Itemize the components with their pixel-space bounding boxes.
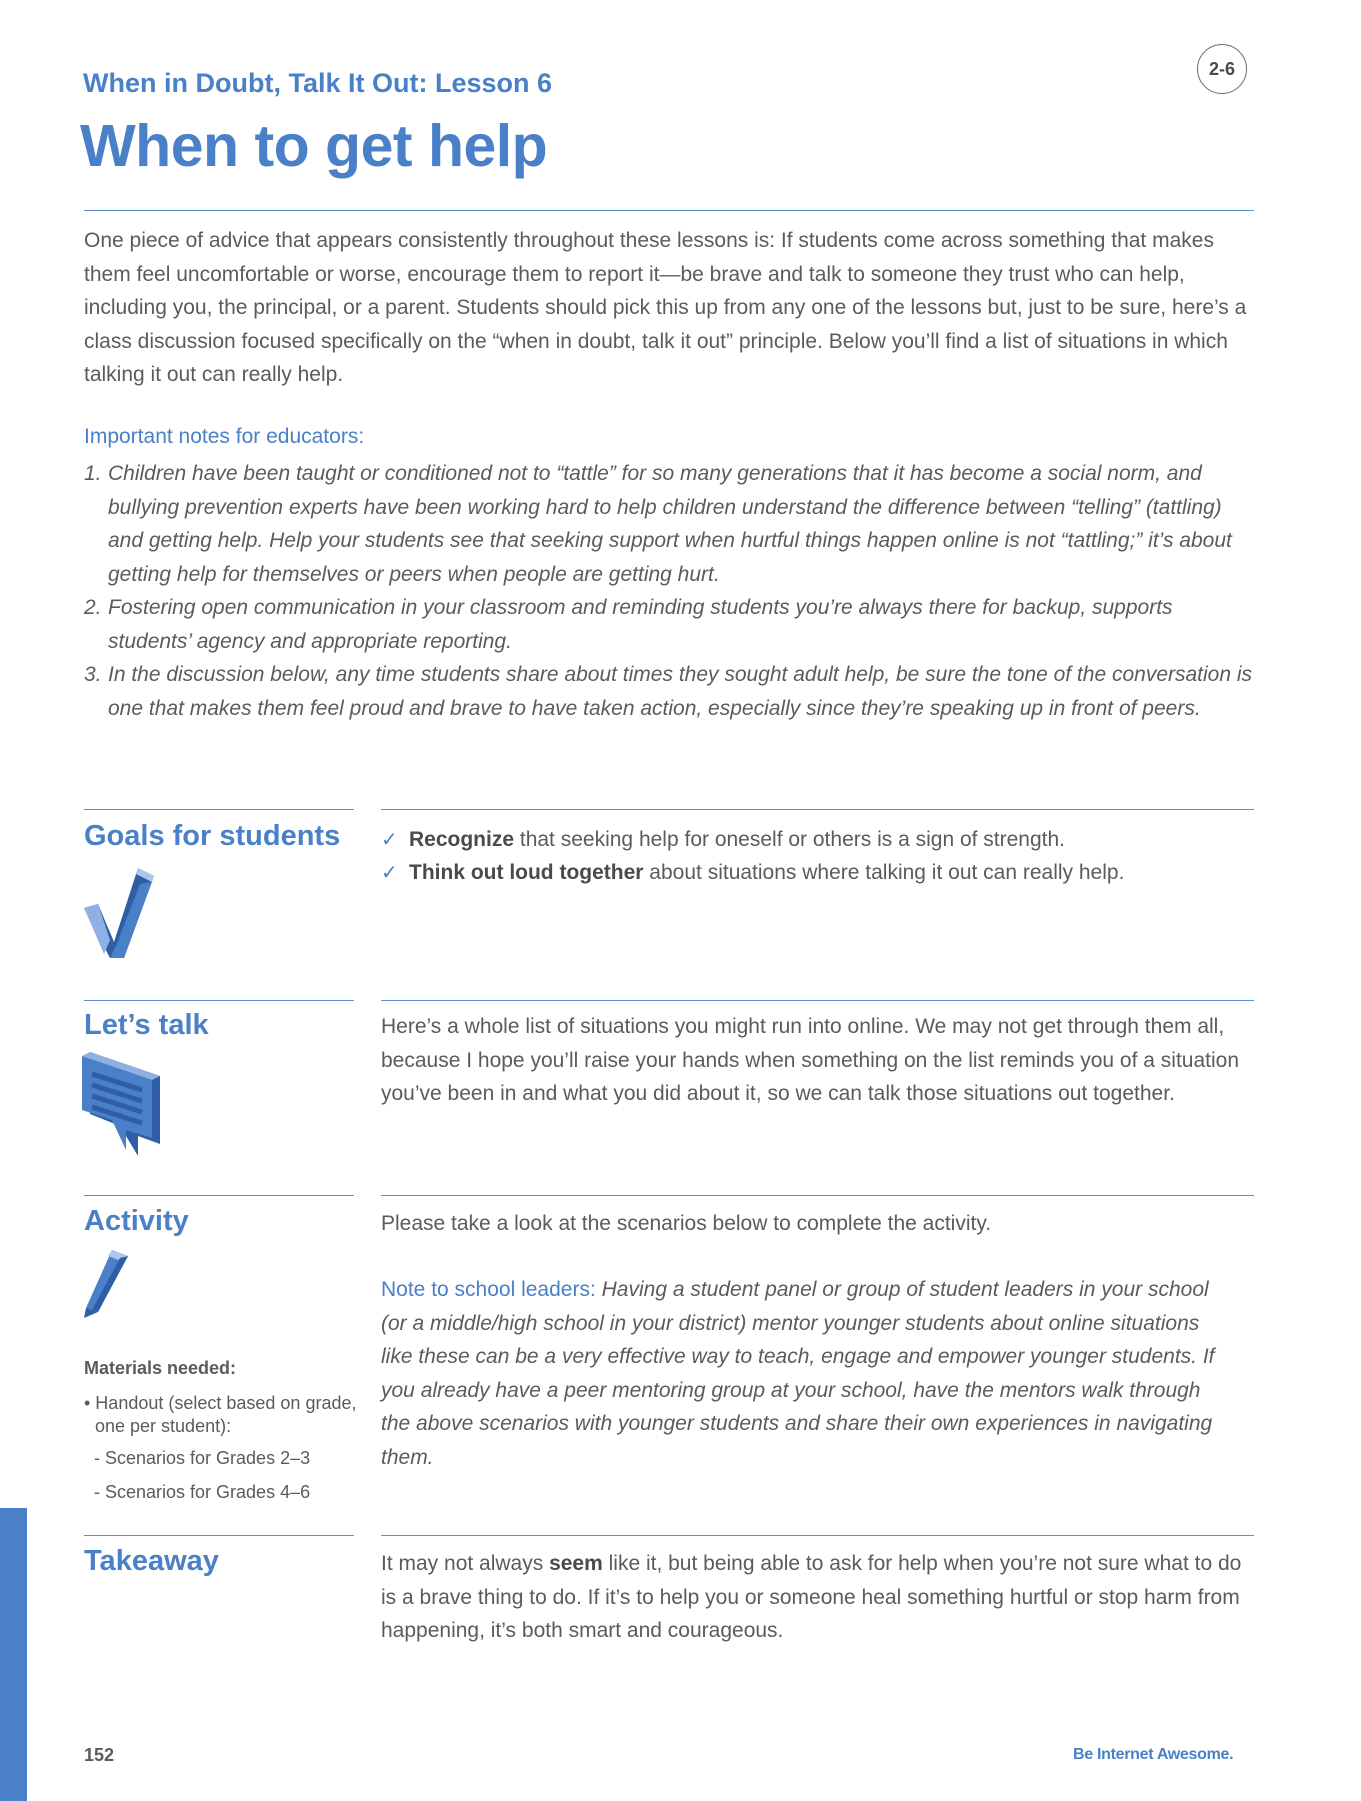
note-item (84, 457, 1254, 591)
talk-heading: Let’s talk (84, 1009, 209, 1041)
header-divider (84, 210, 1254, 211)
notes-list (84, 457, 1254, 725)
note-text: Children have been taught or conditioned not to “tattle” for so many generations that it has become a social norm, and bullying prevention experts have been working hard to help children understand the difference between “telling” (tattling) and getting help. Help your students see that seeking support when hurtful things happen online is not “tattling;” it’s about getting help for themselves or peers when people are getting hurt. (108, 462, 1232, 586)
check-icon: ✓ (381, 862, 398, 884)
goal-bold: Recognize (409, 828, 515, 851)
note-body: Having a student panel or group of student leaders in your school (or a middle/high school in your district) mentor younger students about online situations like these can be a very effective way to teach, engage and empower younger students. If you already have a peer mentoring group at your school, have the mentors walk through the above scenarios with younger students and share their own experiences in navigating them. (381, 1278, 1215, 1469)
page-number: 152 (84, 1745, 115, 1765)
pencil-icon (82, 1250, 132, 1318)
takeaway-post: like it, but being able to ask for help when you’re not sure what to do is a brave thing to do. If it’s to help you or someone heal something hurtful or stop harm from happening, it’s both smart and courageous. (381, 1552, 1242, 1642)
activity-right-divider (381, 1195, 1254, 1196)
checkmark-icon (80, 862, 160, 958)
activity-left-divider (84, 1195, 354, 1196)
takeaway-pre: It may not always (381, 1552, 550, 1575)
notes-heading: Important notes for educators: (84, 425, 365, 448)
activity-text: Please take a look at the scenarios below to complete the activity. (381, 1212, 992, 1235)
goal-text: about situations where talking it out can really help. (643, 861, 1125, 884)
school-leaders-note (381, 1273, 1221, 1474)
speech-bubble-icon (82, 1052, 166, 1158)
materials-heading: Materials needed: (84, 1358, 237, 1378)
goals-heading: Goals for students (84, 820, 341, 852)
talk-text: Here’s a whole list of situations you might run into online. We may not get through them all, because I hope you’ll raise your hands when something on the list reminds you of a situation you’ve been in and what you did about it, so we can talk those situations out together. (381, 1015, 1240, 1105)
takeaway-left-divider (84, 1535, 354, 1536)
grade-badge: 2-6 (1197, 44, 1247, 94)
note-item (84, 591, 1254, 658)
goals-right-divider (381, 809, 1254, 810)
note-number: 2. (84, 596, 102, 619)
intro-paragraph: One piece of advice that appears consistently throughout these lessons is: If students come across something that makes them feel uncomfortable or worse, encourage them to report it—be brave and talk to someone they trust who can help, including you, the principal, or a parent. Students should pick this up from any one of the lessons but, just to be sure, here’s a class discussion focused specifically on the “when in doubt, talk it out” principle. Below you’ll find a list of situations in which talking it out can really help. (84, 229, 1247, 386)
talk-right-divider (381, 1000, 1254, 1001)
goal-item (381, 856, 1124, 890)
page-title: When to get help (80, 113, 548, 179)
materials-sub-item: - Scenarios for Grades 2–3 (94, 1448, 311, 1468)
lesson-kicker: When in Doubt, Talk It Out: Lesson 6 (83, 68, 552, 98)
takeaway-right-divider (381, 1535, 1254, 1536)
takeaway-bold: seem (549, 1552, 603, 1575)
note-number: 1. (84, 462, 102, 485)
note-number: 3. (84, 663, 102, 686)
goal-text: that seeking help for oneself or others is a sign of strength. (514, 828, 1066, 851)
talk-left-divider (84, 1000, 354, 1001)
page-edge-bar (0, 1508, 27, 1801)
check-icon: ✓ (381, 829, 398, 851)
note-text: In the discussion below, any time students share about times they sought adult help, be sure the tone of the conversation is one that makes them feel proud and brave to have taken action, especially since they’re speaking up in front of peers. (108, 663, 1253, 720)
brand-logo: Be Internet Awesome. (1073, 1746, 1234, 1763)
goals-left-divider (84, 809, 354, 810)
materials-main: • Handout (select based on grade, one per student): (84, 1393, 357, 1436)
goal-item (381, 823, 1065, 857)
note-item (84, 658, 1254, 725)
note-label: Note to school leaders: (381, 1278, 596, 1301)
materials-sub-item: - Scenarios for Grades 4–6 (94, 1482, 311, 1502)
activity-heading: Activity (84, 1205, 189, 1237)
goal-bold: Think out loud together (409, 861, 644, 884)
takeaway-heading: Takeaway (84, 1545, 219, 1577)
takeaway-text (381, 1547, 1256, 1648)
note-text: Fostering open communication in your classroom and reminding students you’re always there for backup, supports students’ agency and appropriate reporting. (108, 596, 1173, 653)
